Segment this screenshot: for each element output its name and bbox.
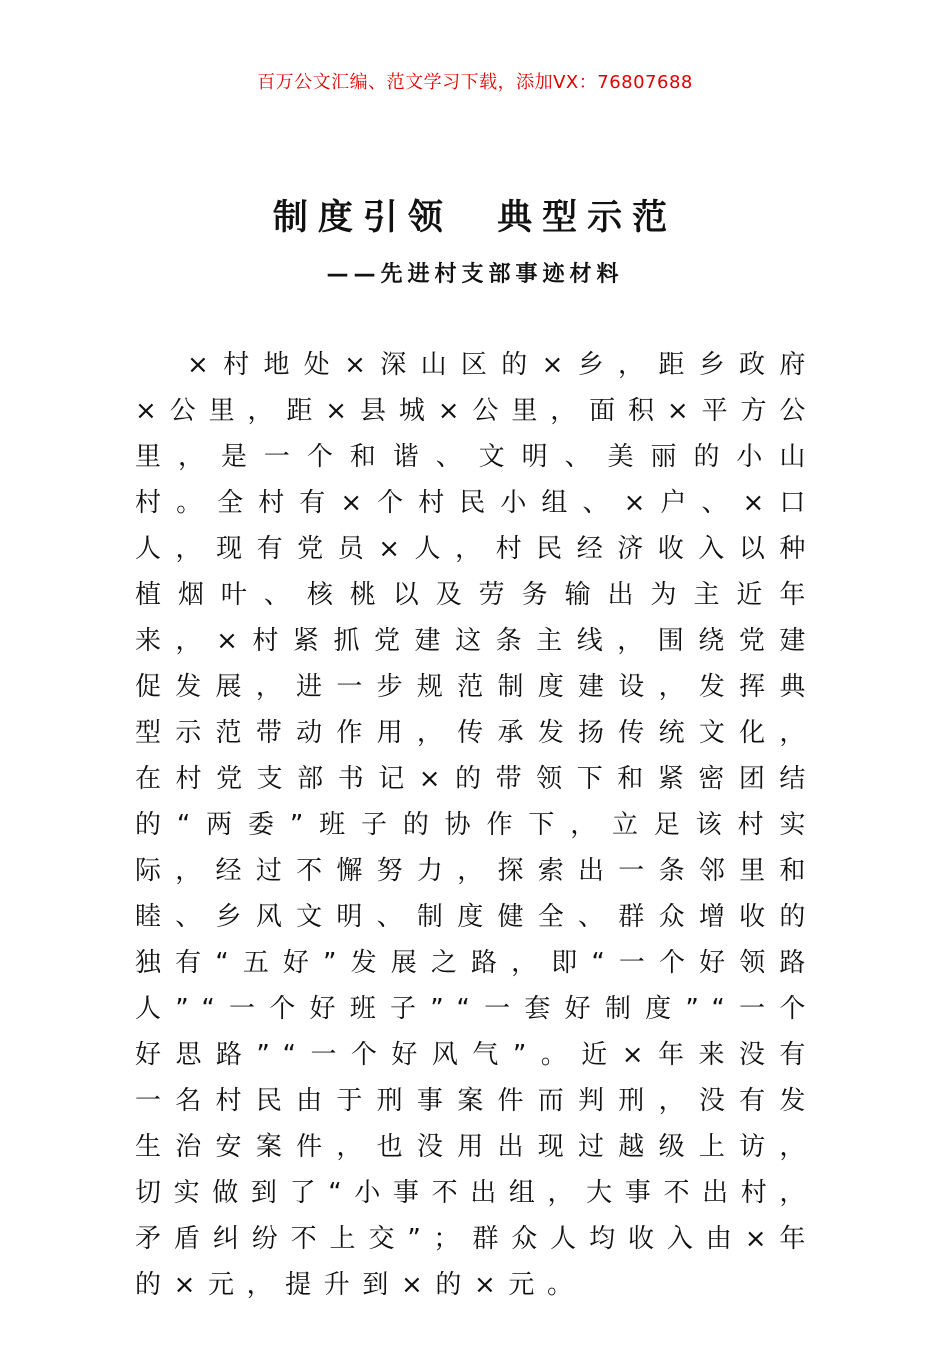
header-watermark-note: 百万公文汇编、范文学习下载，添加VX：76807688 [257, 72, 693, 93]
body-paragraph: ×村地处×深山区的×乡，距乡政府×公里，距×县城×公里，面积×平方公里，是一个和谐、文明、美丽的小山村。全村有×个村民小组、×户、×口人，现有党员×人，村民经济收入以种植烟叶、核桃以及劳务输出为主近年来，×村紧抓党建这条主线，围绕党建促发展，进一步规范制度建设，发挥典型示范带动作用，传承发扬传统文化，在村党支部书记×的带领下和紧密团结的“两委”班子的协作下，立足该村实际，经过不懈努力，探索出一条邻里和睦、乡风文明、制度健全、群众增收的独有“五好”发展之路，即“一个好领路人”“一个好班子”“一套好制度”“一个好思路”“一个好风气”。近×年来没有一名村民由于刑事案件而判刑，没有发生治安案件，也没用出现过越级上访，切实做到了“小事不出组，大事不出村，矛盾纠纷不上交”；群众人均收入由×年的×元，提升到×的×元。 [135, 350, 818, 1300]
document-title: 制度引领 典型示范 [272, 198, 678, 238]
document-subtitle: ——先进村支部事迹材料 [326, 262, 624, 287]
